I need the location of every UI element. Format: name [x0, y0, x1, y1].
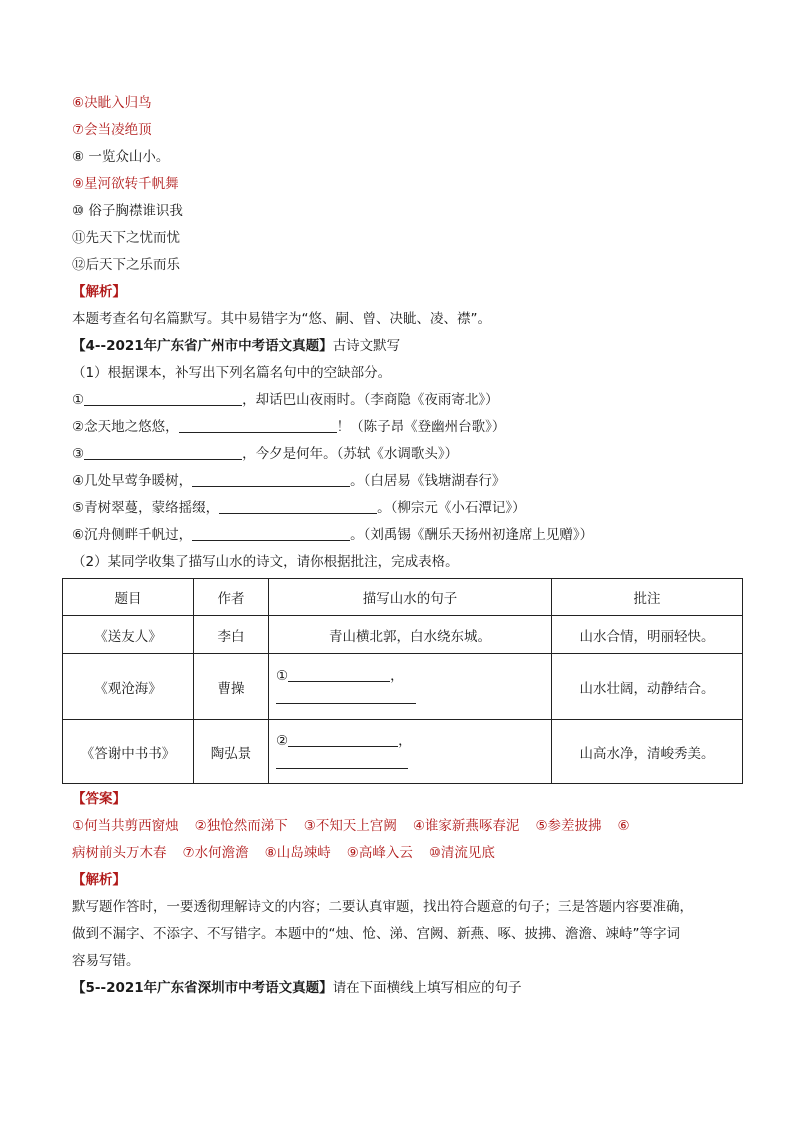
header-title: 题目 [63, 579, 194, 616]
fill-item-5-pre: ⑤青树翠蔓，蒙络摇缀， [72, 500, 220, 516]
row2-title: 《观沧海》 [63, 654, 194, 720]
row2-sentence-cell [269, 654, 552, 720]
table-header-row [63, 579, 743, 616]
answer-line-11: ⑪先天下之忧而忧 [72, 230, 180, 246]
answer-label: 【答案】 [72, 791, 126, 807]
fill-item-5-post: 。（柳宗元《小石潭记》） [377, 500, 526, 516]
fill-blank-3[interactable] [84, 444, 242, 460]
row3-mark: ② [276, 732, 289, 749]
row2-note: 山水壮阔，动静结合。 [552, 654, 743, 720]
answer-item: ⑧山岛竦峙 [264, 845, 331, 861]
analysis-text-2b: 做到不漏字、不添字、不写错字。本题中的“烛、怆、涕、宫阙、新燕、啄、披拂、澹澹、竦峙”等字词 [72, 926, 680, 942]
answer-item: ⑩清流见底 [428, 845, 495, 861]
answers-line-1 [72, 813, 732, 840]
row1-note: 山水合情，明丽轻快。 [552, 616, 743, 654]
answer-line-10: ⑩ 俗子胸襟谁识我 [72, 203, 183, 219]
fill-item-1-pre: ① [72, 392, 85, 408]
fill-item-4-pre: ④几处早莺争暖树， [72, 473, 193, 489]
analysis-label: 【解析】 [72, 284, 126, 300]
row1-title: 《送友人》 [63, 616, 194, 654]
fill-blank-2[interactable] [179, 417, 337, 433]
question-4-part2: （2）某同学收集了描写山水的诗文，请你根据批注，完成表格。 [72, 554, 459, 570]
fill-blank-1[interactable] [84, 390, 242, 406]
poetry-table [62, 578, 743, 784]
row2-blank-b[interactable] [276, 688, 416, 704]
row2-mark: ① [276, 667, 289, 684]
fill-item-2-pre: ②念天地之悠悠， [72, 419, 179, 435]
header-author: 作者 [194, 579, 269, 616]
fill-item-5 [72, 495, 732, 522]
question-5-topic: 请在下面横线上填写相应的句子 [332, 980, 522, 996]
header-sentence: 描写山水的句子 [269, 579, 552, 616]
answer-line-9: ⑨星河欲转千帆舞 [72, 176, 179, 192]
row3-comma: ， [398, 732, 412, 749]
row3-blank-a[interactable] [288, 731, 398, 747]
answer-item: ⑥ [617, 818, 630, 834]
fill-item-1 [72, 387, 732, 414]
document-page [72, 90, 732, 1002]
answer-line-8: ⑧ 一览众山小。 [72, 149, 170, 165]
fill-item-3-pre: ③ [72, 446, 85, 462]
row1-sentence: 青山横北郭，白水绕东城。 [269, 616, 552, 654]
answer-item: ⑨高峰入云 [346, 845, 413, 861]
analysis-text: 本题考查名句名篇默写。其中易错字为“悠、嗣、曾、决眦、凌、襟”。 [72, 311, 491, 327]
fill-item-4-post: 。（白居易《钱塘湖春行》 [350, 473, 506, 489]
question-4-topic: 古诗文默写 [332, 338, 401, 354]
row3-author: 陶弘景 [194, 720, 269, 784]
fill-blank-6[interactable] [192, 525, 350, 541]
row2-comma: ， [390, 667, 404, 684]
question-4-part1: （1）根据课本，补写出下列名篇名句中的空缺部分。 [72, 365, 392, 381]
question-5-heading [72, 975, 732, 1002]
analysis-label-2: 【解析】 [72, 872, 126, 888]
question-5-source: 【5--2021年广东省深圳市中考语文真题】 [72, 980, 333, 996]
answer-item: ②独怆然而涕下 [194, 818, 288, 834]
question-4-source: 【4--2021年广东省广州市中考语文真题】 [72, 338, 333, 354]
row3-title: 《答谢中书书》 [63, 720, 194, 784]
question-4-heading [72, 333, 732, 360]
answers-line-2 [72, 840, 732, 867]
fill-item-6 [72, 522, 732, 549]
fill-item-1-post: ，却话巴山夜雨时。（李商隐《夜雨寄北》） [242, 392, 499, 408]
fill-item-6-post: 。（刘禹锡《酬乐天扬州初逢席上见赠》） [350, 527, 594, 543]
answer-item: ④谁家新燕啄春泥 [412, 818, 520, 834]
row3-blank-b[interactable] [276, 753, 408, 769]
analysis-text-2c: 容易写错。 [72, 953, 140, 969]
fill-item-4 [72, 468, 732, 495]
fill-blank-4[interactable] [192, 471, 350, 487]
fill-item-2 [72, 414, 732, 441]
header-note: 批注 [552, 579, 743, 616]
row2-author: 曹操 [194, 654, 269, 720]
answer-line-12: ⑫后天下之乐而乐 [72, 257, 180, 273]
answer-item: ①何当共剪西窗烛 [72, 818, 179, 834]
table-row [63, 654, 743, 720]
row1-author: 李白 [194, 616, 269, 654]
analysis-text-2a: 默写题作答时，一要透彻理解诗文的内容；二要认真审题，找出符合题意的句子；三是答题内容要准确， [72, 899, 693, 915]
row2-blank-a[interactable] [288, 666, 390, 682]
fill-item-3 [72, 441, 732, 468]
table-row [63, 616, 743, 654]
answer-line-7: ⑦会当凌绝顶 [72, 122, 152, 138]
fill-item-6-pre: ⑥沉舟侧畔千帆过， [72, 527, 193, 543]
answer-item: ⑤参差披拂 [535, 818, 602, 834]
answer-item: 病树前头万木春 [72, 845, 167, 861]
table-row [63, 720, 743, 784]
answer-item: ③不知天上宫阙 [303, 818, 397, 834]
answer-item: ⑦水何澹澹 [182, 845, 249, 861]
row3-sentence-cell [269, 720, 552, 784]
fill-item-3-post: ，今夕是何年。（苏轼《水调歌头》） [242, 446, 459, 462]
fill-item-2-post: ！（陈子昂《登幽州台歌》） [336, 419, 506, 435]
fill-blank-5[interactable] [219, 498, 377, 514]
row3-note: 山高水净，清峻秀美。 [552, 720, 743, 784]
answer-line-6: ⑥决眦入归鸟 [72, 95, 152, 111]
